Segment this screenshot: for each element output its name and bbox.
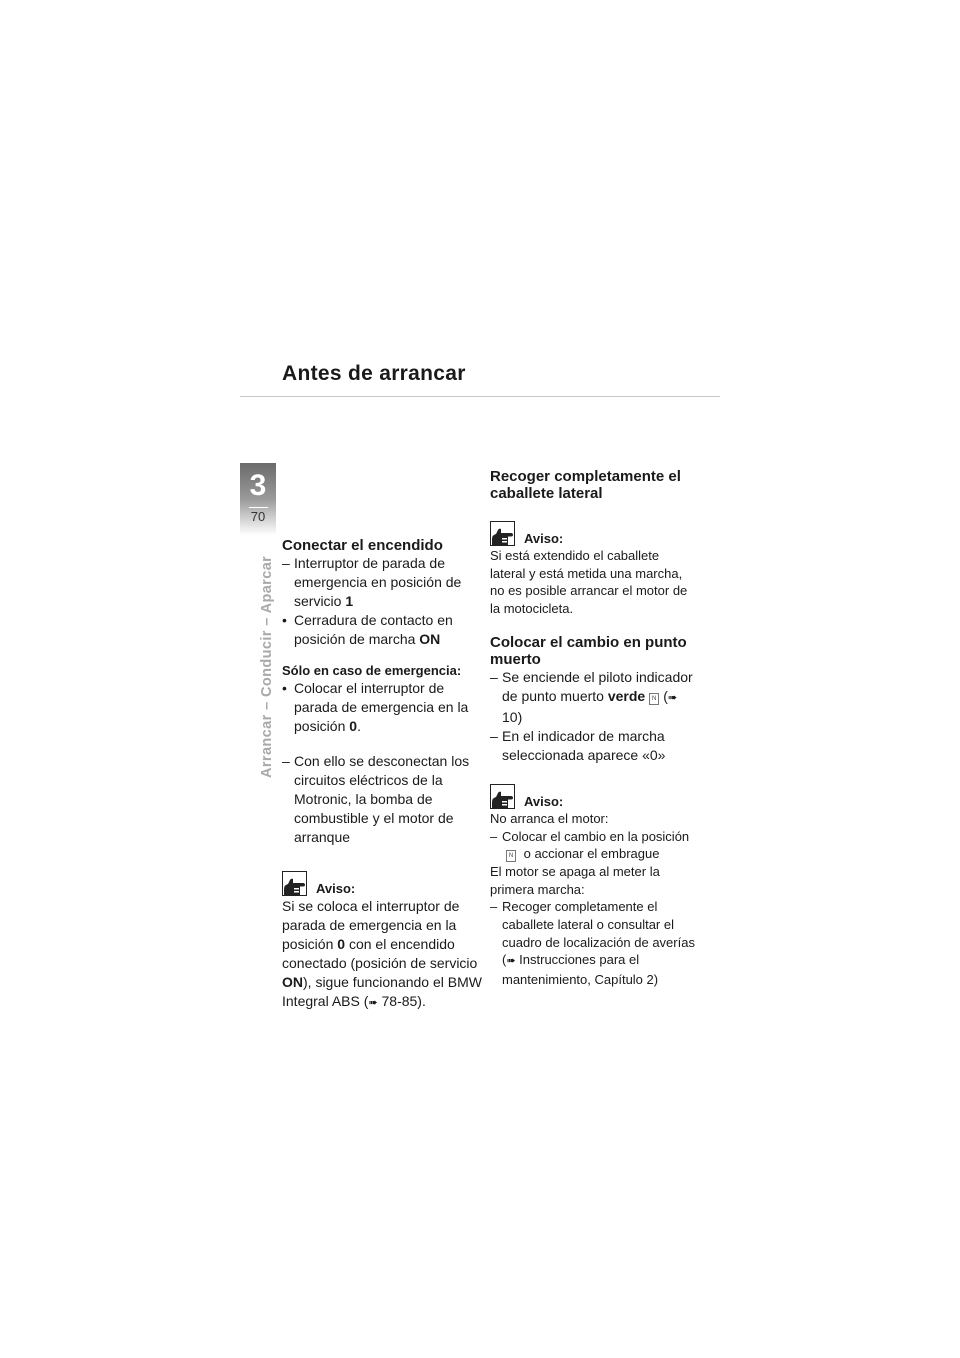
note-text: Si se coloca el interruptor de parada de emergencia en la posición 0 con el encendido conectado (posición de servicio ON), sigue funcionando el BMW Integral ABS (➠ 78-85). — [282, 898, 482, 1009]
note-block — [282, 871, 482, 1013]
arrow-icon: ➠ — [506, 955, 516, 968]
emergency-heading: Sólo en caso de emergencia: — [282, 663, 462, 678]
list-marker: • — [282, 612, 287, 628]
list-marker: – — [490, 668, 498, 685]
section-heading-ignition: Conectar el encendido — [282, 537, 443, 554]
section-heading-sidestand: Recoger completamente el caballete lateral — [490, 468, 681, 502]
list-item: – En el indicador de marcha seleccionada aparece «0» — [490, 727, 666, 763]
note-body — [490, 810, 695, 989]
title-divider — [240, 396, 720, 397]
list-item: – Interruptor de parada de emergencia en posición de servicio 1 — [282, 555, 462, 609]
chapter-number: 3 — [249, 469, 267, 502]
list-item: – Colocar el cambio en la posición N o accionar el embrague — [490, 828, 690, 862]
side-chapter-label: Arrancar – Conducir – Aparcar — [259, 555, 275, 778]
note-block — [490, 784, 695, 989]
note-list — [490, 828, 695, 863]
list-marker: • — [282, 680, 287, 696]
list-marker: – — [490, 828, 498, 844]
note-header — [490, 521, 695, 546]
note-header — [490, 784, 695, 809]
note-pointing-hand-icon — [282, 871, 307, 896]
list-marker: – — [282, 555, 290, 571]
note-text: No arranca el motor: — [490, 810, 609, 826]
note-pointing-hand-icon — [490, 521, 515, 546]
neutral-indicator-icon: N — [506, 850, 516, 862]
ignition-list — [282, 554, 482, 649]
note-label: Aviso: — [524, 531, 564, 546]
note-label: Aviso: — [524, 793, 564, 809]
note-text: El motor se apaga al meter la primera marcha: — [490, 863, 660, 897]
section-heading-neutral: Colocar el cambio en punto muerto — [490, 633, 687, 668]
list-item: • Colocar el interruptor de parada de emergencia en la posición 0. — [282, 680, 469, 734]
page-title: Antes de arrancar — [282, 362, 466, 385]
neutral-indicator-icon: N — [649, 693, 659, 705]
neutral-list — [490, 668, 695, 765]
left-column — [282, 537, 482, 1013]
note-list — [490, 898, 695, 989]
right-column — [490, 468, 695, 989]
page-number: 70 — [250, 509, 266, 524]
list-item: – Recoger completamente el caballete lateral o consultar el cuadro de localización de averías (➠ Instrucciones para el mantenimiento, Capítulo 2) — [490, 899, 695, 988]
list-item: – Con ello se desconectan los circuitos eléctricos de la Motronic, la bomba de combustible y el motor de arranque — [282, 753, 470, 845]
list-marker: – — [490, 727, 498, 744]
note-block — [490, 521, 695, 618]
note-pointing-hand-icon — [490, 784, 515, 809]
arrow-icon: ➠ — [368, 997, 378, 1009]
note-text: Si está extendido el caballete lateral y está metida una marcha, no es posible arrancar el motor de la motocicleta. — [490, 548, 688, 617]
list-marker: – — [282, 753, 290, 769]
list-item: • Cerradura de contacto en posición de marcha ON — [282, 612, 453, 647]
result-list — [282, 752, 482, 847]
list-marker: – — [490, 899, 498, 915]
note-header — [282, 871, 482, 896]
list-item: – Se enciende el piloto indicador de punto muerto verde N (➠ 10) — [490, 668, 693, 725]
arrow-icon: ➠ — [667, 691, 678, 704]
emergency-list — [282, 679, 482, 736]
note-label: Aviso: — [316, 881, 356, 896]
chapter-divider — [249, 507, 268, 508]
